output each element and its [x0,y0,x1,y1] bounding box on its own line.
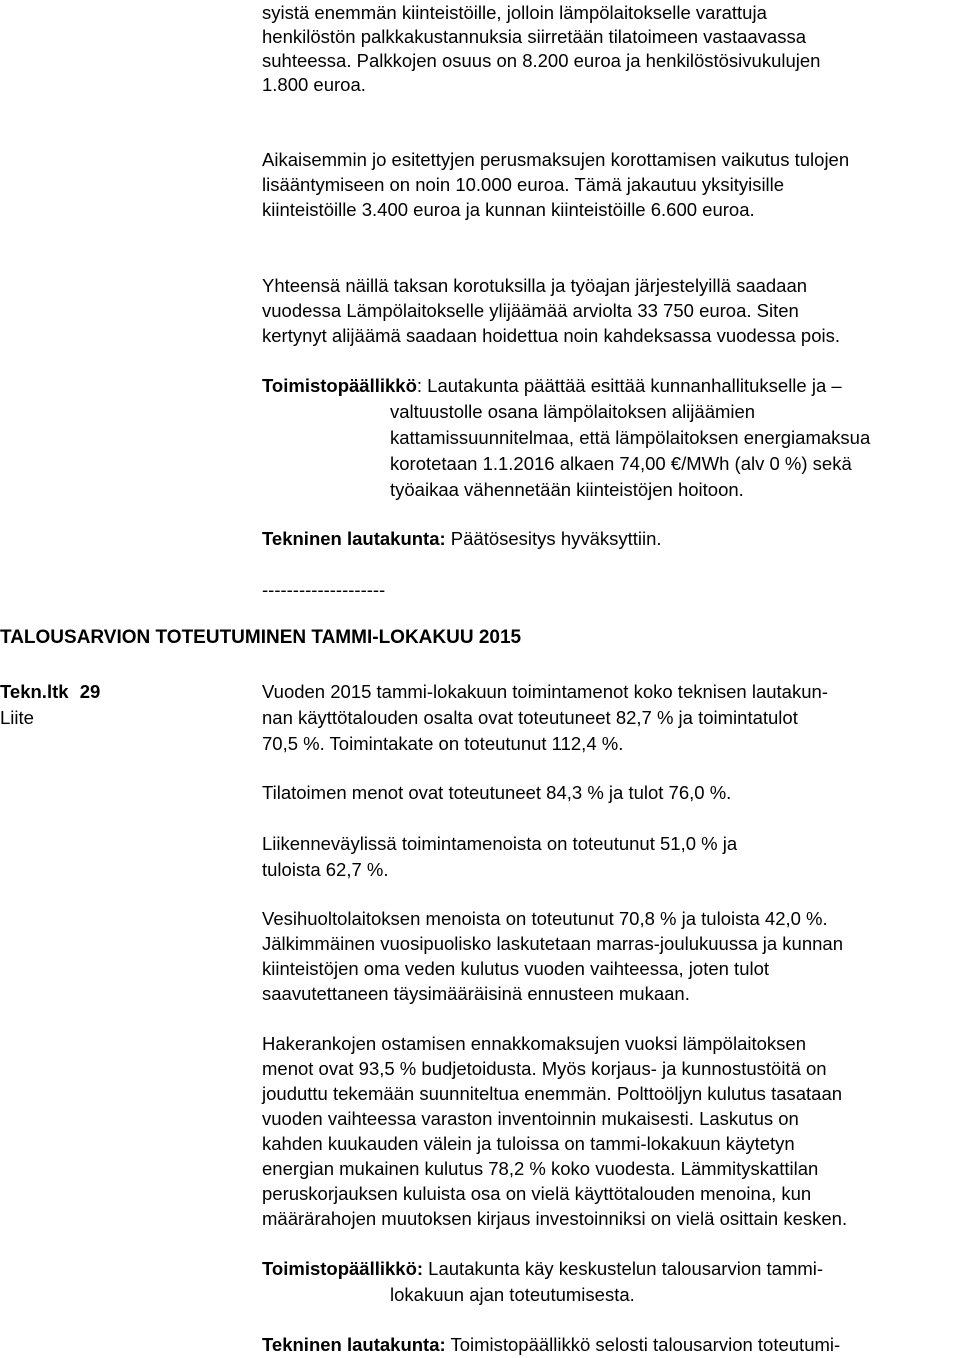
text-line: energian mukainen kulutus 78,2 % koko vuodesta. Lämmityskattilan [262,1158,819,1179]
text-line: Vesihuoltolaitoksen menoista on toteutunut 70,8 % ja tuloista 42,0 %. [262,908,828,929]
text-line: Jälkimmäinen vuosipuolisko laskutetaan marras-joulukuussa ja kunnan [262,933,843,954]
text-line: kiinteistöjen oma veden kulutus vuoden vaihteessa, joten tulot [262,958,770,979]
text-line: nan käyttötalouden osalta ovat toteutuneet 82,7 % ja toimintatulot [262,707,798,728]
text-line: kattamissuunnitelmaa, että lämpölaitoksen energiamaksua [390,427,871,448]
text-line: Liikenneväylissä toimintamenoista on toteutunut 51,0 % ja [262,833,738,854]
text-line: syistä enemmän kiinteistöille, jolloin lämpölaitokselle varattuja [262,2,767,23]
proposal-label: Toimistopäällikkö: [262,1258,424,1279]
text-line: Hakerankojen ostamisen ennakkomaksujen vuoksi lämpölaitoksen [262,1033,806,1054]
text-line: jouduttu tekemään suunniteltua enemmän. Polttoöljyn kulutus tasataan [262,1083,843,1104]
decision-text: Toimistopäällikkö selosti talousarvion toteutumi- [445,1334,841,1355]
attachment-label: Liite [0,707,34,728]
proposal-label: Toimistopäällikkö [262,375,417,396]
text-line: peruskorjauksen kuluista osa on vielä käyttötalouden menoina, kun [262,1183,812,1204]
text-line: lisääntymiseen on noin 10.000 euroa. Tämä jakautuu yksityisille [262,174,785,195]
proposal-first-line [262,373,842,399]
section-ref-label: Tekn.ltk [0,681,69,702]
proposal-text: Lautakunta käy keskustelun talousarvion tammi- [423,1258,824,1279]
proposal-text: : Lautakunta päättää esittää kunnanhallitukselle ja – [416,375,842,396]
proposal-first-line [262,1256,823,1282]
separator: -------------------- [262,579,386,600]
text-line: määrärahojen muutoksen kirjaus investoinniksi on vielä osittain kesken. [262,1208,848,1229]
decision-label: Tekninen lautakunta: [262,528,446,549]
text-line: saavutettaneen täysimääräisinä ennusteen mukaan. [262,983,690,1004]
text-line: Tilatoimen menot ovat toteutuneet 84,3 % ja tulot 76,0 %. [262,782,732,803]
decision-text: Päätösesitys hyväksyttiin. [445,528,662,549]
text-line: korotetaan 1.1.2016 alkaen 74,00 €/MWh (alv 0 %) sekä [390,453,852,474]
section-ref-number: 29 [79,681,101,702]
text-line: vuodessa Lämpölaitokselle ylijäämää arviolta 33 750 euroa. Siten [262,300,799,321]
text-line: kahden kuukauden välein ja tuloissa on tammi-lokakuun käytetyn [262,1133,795,1154]
text-line: menot ovat 93,5 % budjetoidusta. Myös korjaus- ja kunnostustöitä on [262,1058,827,1079]
text-line: vuoden vaihteessa varaston inventoinnin mukaisesti. Laskutus on [262,1108,799,1129]
section-title: TALOUSARVION TOTEUTUMINEN TAMMI-LOKAKUU 2015 [0,627,522,648]
text-line: 1.800 euroa. [262,74,366,95]
text-line: valtuustolle osana lämpölaitoksen alijäämien [390,401,756,422]
text-line: tuloista 62,7 %. [262,859,389,880]
text-line: Yhteensä näillä taksan korotuksilla ja työajan järjestelyillä saadaan [262,275,808,296]
text-line: suhteessa. Palkkojen osuus on 8.200 euroa ja henkilöstösivukulujen [262,50,821,71]
section-reference [0,679,100,705]
text-line: lokakuun ajan toteutumisesta. [390,1284,635,1305]
decision-line-1 [262,526,662,552]
text-line: kiinteistöille 3.400 euroa ja kunnan kiinteistöille 6.600 euroa. [262,199,755,220]
decision-line-2 [262,1332,840,1358]
text-line: 70,5 %. Toimintakate on toteutunut 112,4 %. [262,733,624,754]
text-line: Aikaisemmin jo esitettyjen perusmaksujen korottamisen vaikutus tulojen [262,149,850,170]
decision-label: Tekninen lautakunta: [262,1334,446,1355]
text-line: työaikaa vähennetään kiinteistöjen hoitoon. [390,479,744,500]
text-line: henkilöstön palkkakustannuksia siirretään tilatoimeen vastaavassa [262,26,806,47]
text-line: Vuoden 2015 tammi-lokakuun toimintamenot koko teknisen lautakun- [262,681,828,702]
text-line: kertynyt alijäämä saadaan hoidettua noin kahdeksassa vuodessa pois. [262,325,840,346]
